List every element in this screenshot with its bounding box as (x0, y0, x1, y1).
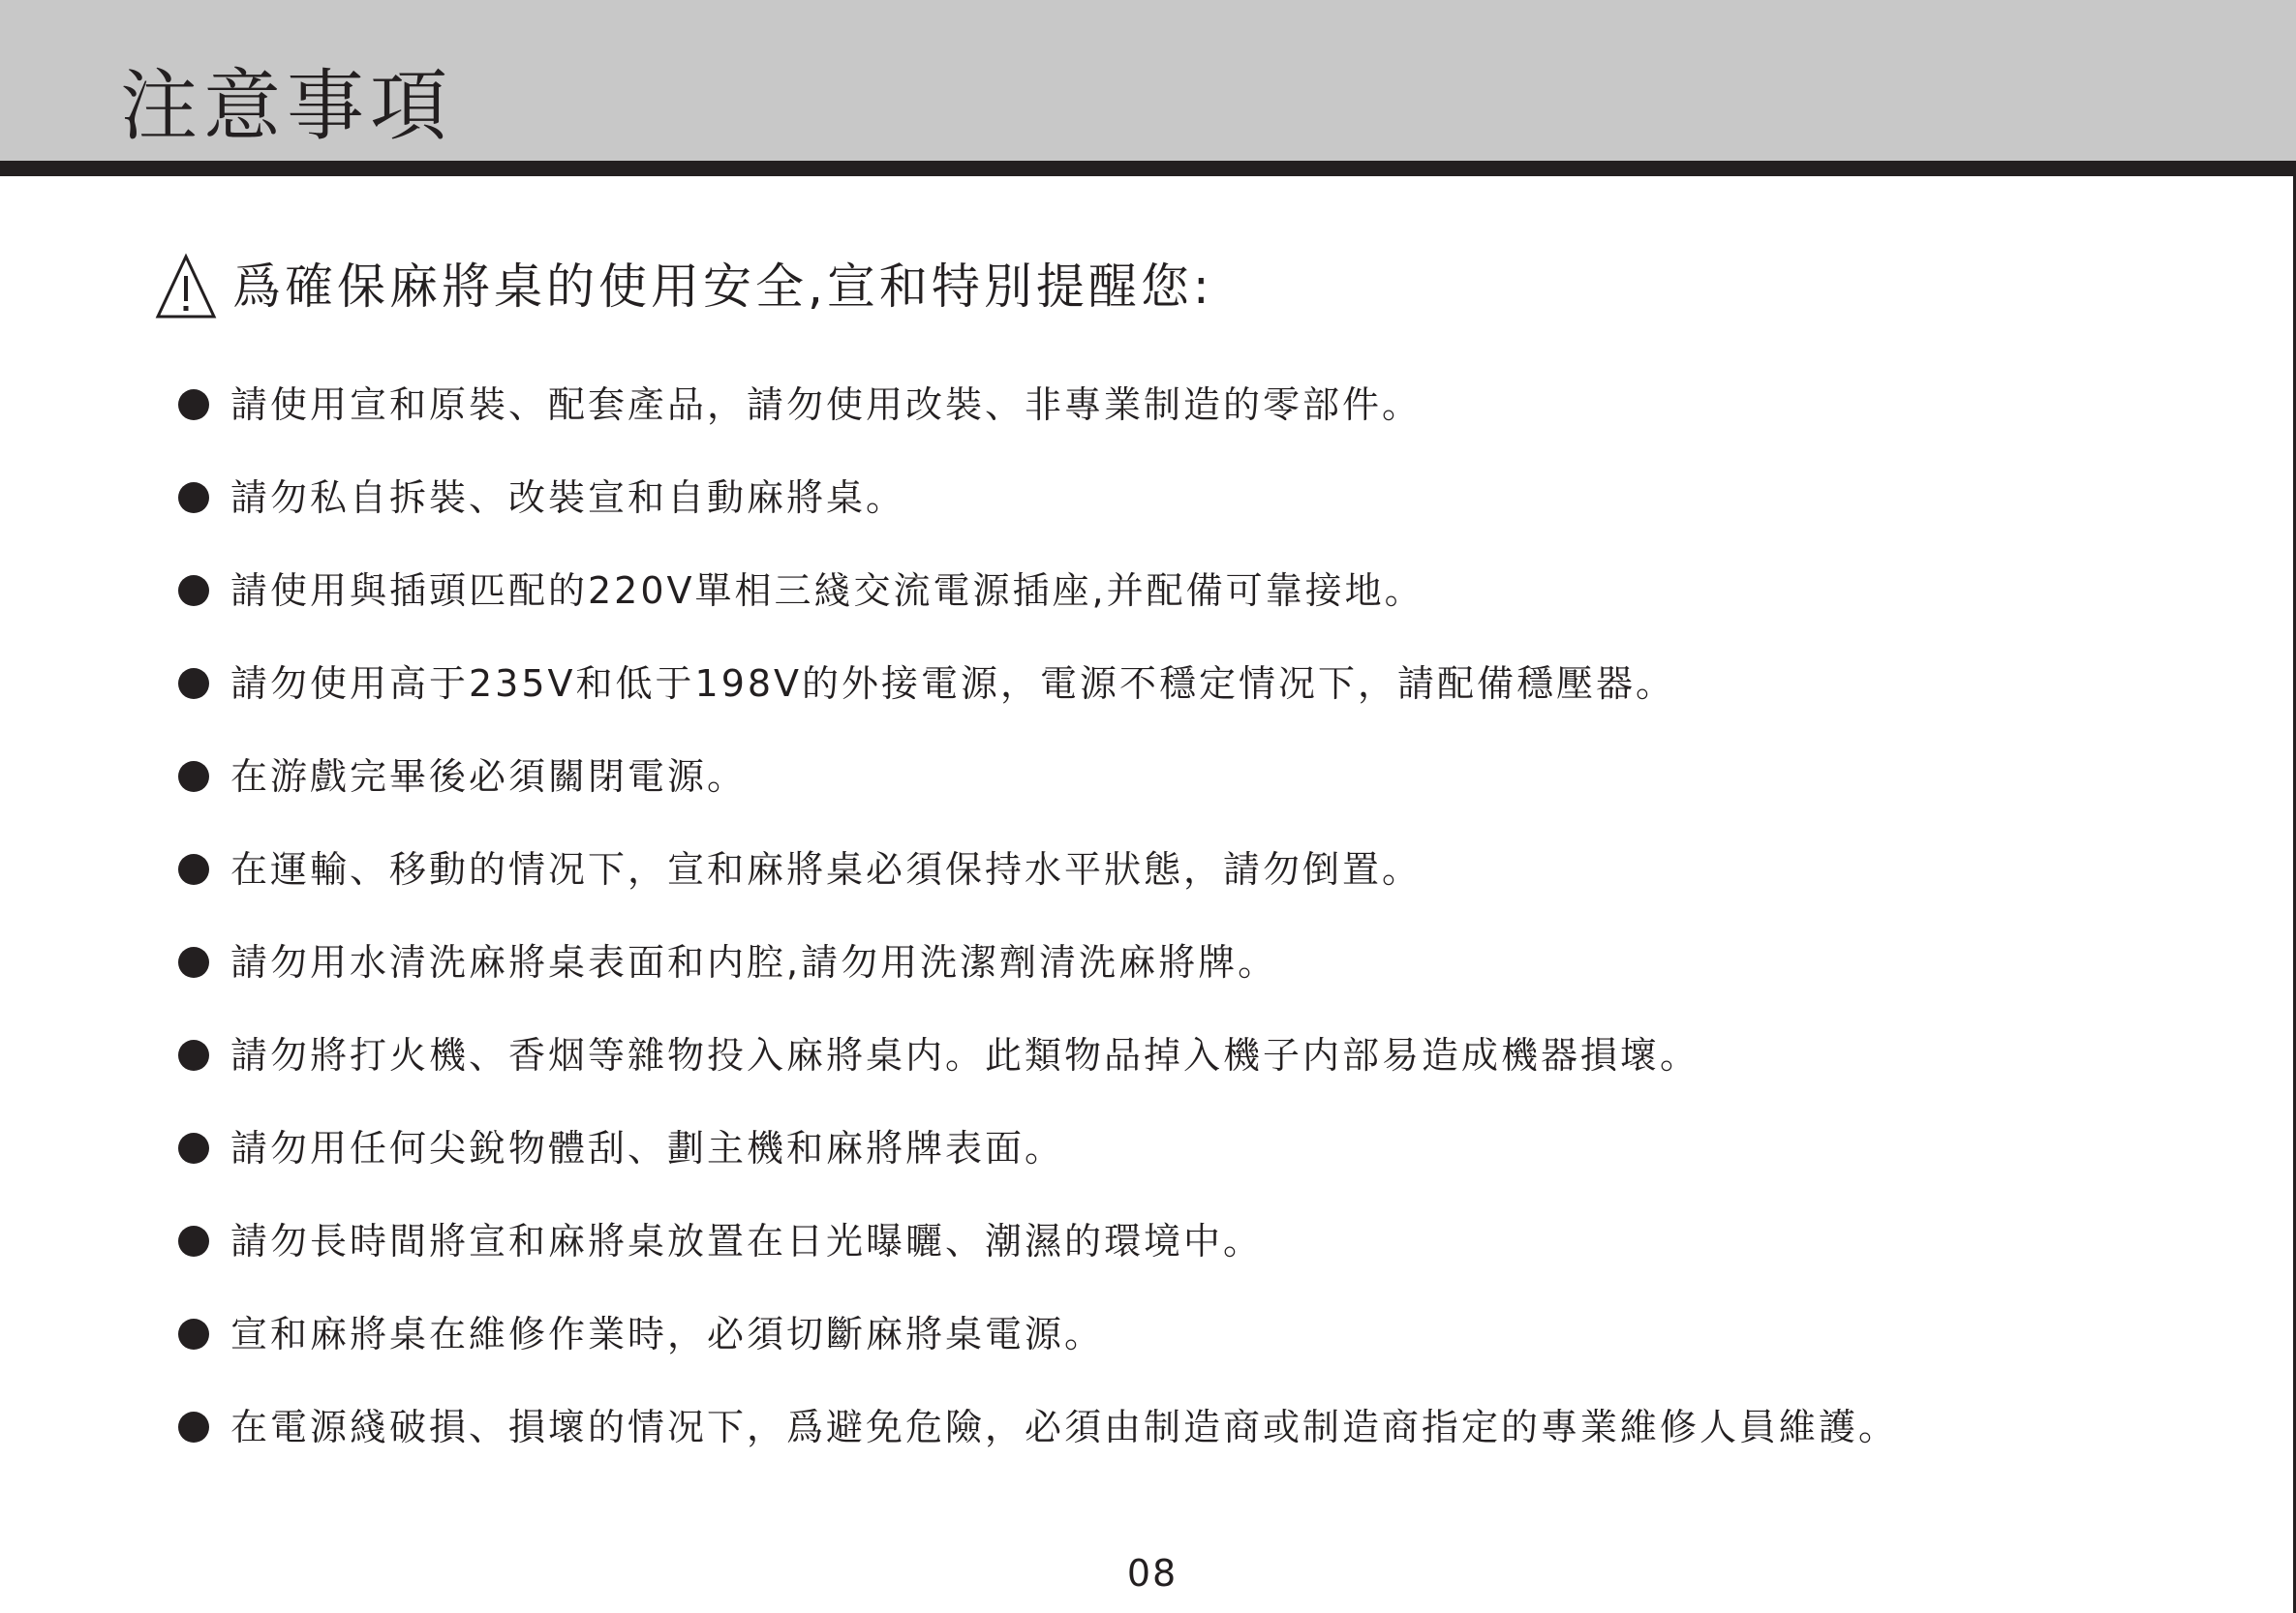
bullet-icon (178, 761, 209, 792)
list-item (178, 1288, 1898, 1381)
warning-heading (155, 250, 1213, 323)
notice-text: 請勿用任何尖銳物體刮、劃主機和麻將牌表面。 (230, 1127, 1065, 1170)
list-item (178, 823, 1898, 916)
bullet-icon (178, 389, 209, 420)
list-item (178, 544, 1898, 637)
notice-text: 在電源綫破損、損壞的情况下，爲避免危險，必須由制造商或制造商指定的專業維修人員維護。 (230, 1406, 1899, 1448)
bullet-icon (178, 1040, 209, 1071)
list-item (178, 637, 1898, 730)
list-item (178, 358, 1898, 451)
notice-text: 請使用與插頭匹配的220V單相三綫交流電源插座,并配備可靠接地。 (230, 569, 1424, 612)
bullet-icon (178, 947, 209, 978)
bullet-icon (178, 668, 209, 699)
bullet-icon (178, 575, 209, 606)
notice-text: 宣和麻將桌在維修作業時，必須切斷麻將桌電源。 (230, 1313, 1105, 1355)
list-item (178, 730, 1898, 823)
warning-triangle-icon (155, 253, 217, 320)
header-band (0, 0, 2296, 161)
bullet-icon (178, 482, 209, 513)
notice-text: 請勿用水清洗麻將桌表面和内腔,請勿用洗潔劑清洗麻將牌。 (230, 941, 1278, 984)
warning-heading-text: 爲確保麻將桌的使用安全,宣和特別提醒您: (232, 259, 1213, 315)
notice-text: 請勿長時間將宣和麻將桌放置在日光曝曬、潮濕的環境中。 (230, 1220, 1264, 1263)
header-divider (0, 161, 2296, 176)
notice-text: 請勿將打火機、香烟等雜物投入麻將桌内。此類物品掉入機子内部易造成機器損壞。 (230, 1034, 1700, 1077)
bullet-icon (178, 1133, 209, 1164)
safety-notice-list (178, 358, 1898, 1474)
list-item (178, 451, 1898, 544)
list-item (178, 1195, 1898, 1288)
bullet-icon (178, 1226, 209, 1257)
notice-text: 請勿使用高于235V和低于198V的外接電源，電源不穩定情况下，請配備穩壓器。 (230, 662, 1676, 705)
list-item (178, 916, 1898, 1009)
list-item (178, 1009, 1898, 1102)
list-item (178, 1102, 1898, 1195)
notice-text: 在游戲完畢後必須關閉電源。 (230, 755, 748, 798)
bullet-icon (178, 854, 209, 885)
page-title: 注意事項 (120, 61, 453, 151)
bullet-icon (178, 1412, 209, 1443)
notice-text: 請使用宣和原裝、配套產品，請勿使用改裝、非專業制造的零部件。 (230, 383, 1423, 426)
page-number: 08 (1126, 1552, 1179, 1595)
notice-text: 在運輸、移動的情况下，宣和麻將桌必須保持水平狀態，請勿倒置。 (230, 848, 1423, 891)
list-item (178, 1381, 1898, 1474)
notice-text: 請勿私自拆裝、改裝宣和自動麻將桌。 (230, 476, 906, 519)
bullet-icon (178, 1319, 209, 1350)
